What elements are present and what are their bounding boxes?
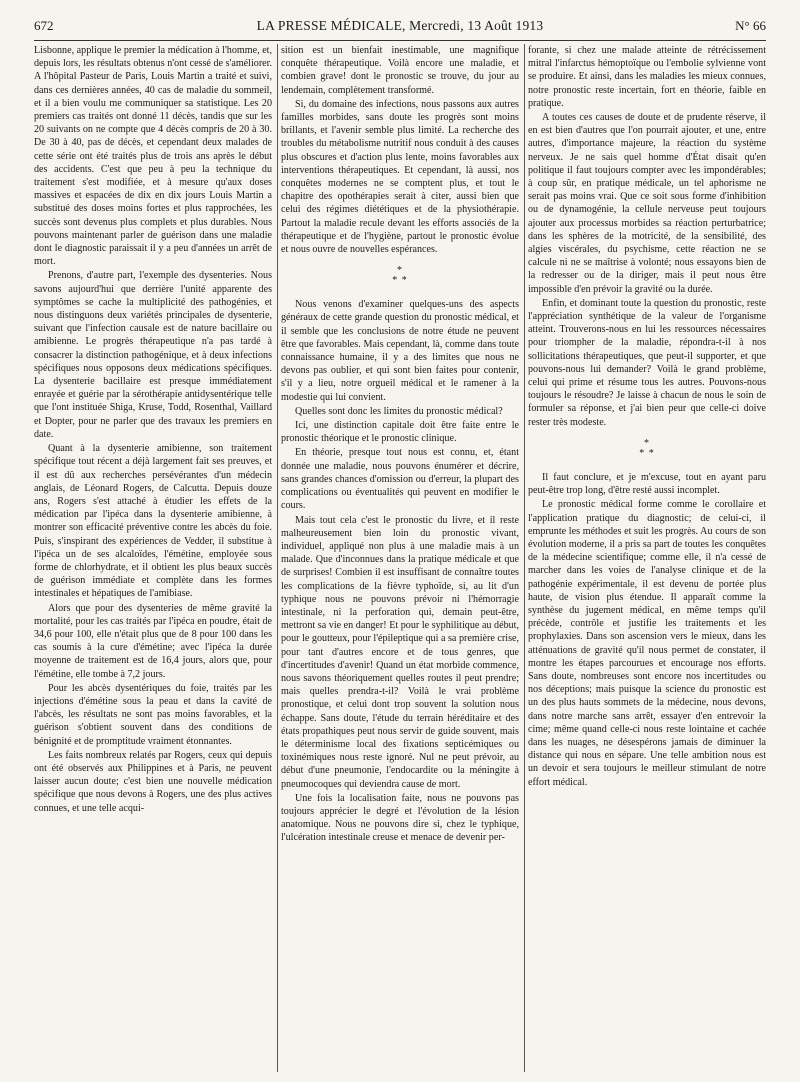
column-3 <box>528 44 766 1074</box>
asterism-star: * <box>648 447 655 459</box>
journal-title: LA PRESSE MÉDICALE, Mercredi, 13 Août 1913 <box>256 18 544 33</box>
paragraph: Ici, une distinction capitale doit être faite entre le pronostic théorique et le pronostic clinique. <box>281 420 519 445</box>
paragraph: Enfin, et dominant toute la question du pronostic, reste l'appréciation synthétique de la valeur de l'organisme atteint. Trouverons-nous en lui les ressources nécessaires pour triompher de la maladie, répondra-t-il à nos sollicitations thérapeutiques, que peut-il supporter, et que pouvons-nous lui demander? Voilà le grand problème, celui qui prime et résume tous les autres. Pouvons-nous toujours le résoudre? Je laisse à chacun de nous le soin de formuler sa réponse, et j'ai bien peur que celle-ci doive rester très modeste. <box>528 297 766 428</box>
paragraph: Lisbonne, applique le premier la médication à l'homme, et, depuis lors, les résultats obtenus n'ont cessé de s'améliorer. A l'hôpital Pasteur de Paris, Louis Martin a traité et suivi, dans ces dernières années, 40 cas de maladie du sommeil, et il a bien voulu me communiquer sa statistique. Les 20 premiers cas traités ont donné 11 décès, tandis que sur les 20 suivants on ne compte que 4 décès compris de 20 à 30. De 30 à 40, pas de décès, et cependant deux malades de cette série ont été traités plus de trois ans après le début des accidents. C'est que peu à peu la technique du traitement s'est modifiée, et à mesure qu'aux doses massives et espacées de dix en dix jours Louis Martin a substitué des doses moins fortes et plus rapprochées, les succès sont devenus plus complets et plus durables. Nous pouvons maintenant parler de guérison dans une maladie dont le diagnostic paraissait il y a peu d'années un arrêt de mort. <box>34 45 272 268</box>
paragraph: Pour les abcès dysentériques du foie, traités par les injections d'émétine sous la peau et dans la cavité de l'abcès, les résultats ne sont pas moins favorables, et la guérison s'obtient souvent dans des conditions de bénignité et de promptitude vraiment étonnantes. <box>34 682 272 747</box>
asterism-star: * <box>392 275 399 287</box>
paragraph: Prenons, d'autre part, l'exemple des dysenteries. Nous savons aujourd'hui que derrière l'unité apparente des symptômes se cache la multiplicité des pathogénies, et nous distinguons deux variétés principales de dysenterie, suivant que l'infection causale est de nature bacillaire ou amibienne. Le progrès thérapeutique n'a pas tardé à consacrer la distinction pathogénique, et à deux infections spécifiques nous opposons deux médications spécifiques. La dysenterie bacillaire est presque immédiatement enrayée et guérie par la sérothérapie antidysentérique telle que l'ont instituée Shiga, Kruse, Todd, Rosenthal, Vaillard et Dopter, pour ne parler que des travaux les premiers en date. <box>34 270 272 440</box>
column-divider <box>277 44 278 1072</box>
section-ornament <box>528 439 766 459</box>
asterism-star: * <box>397 265 403 277</box>
page-number: 672 <box>34 18 54 33</box>
paragraph: Les faits nombreux relatés par Rogers, ceux qui depuis ont été observés aux Philippines et à Paris, ne peuvent laisser aucun doute; c'est bien une nouvelle médication spécifique que nous devons à Rogers, une des plus actives connues, et une telle acqui- <box>34 749 272 814</box>
running-header <box>34 18 766 38</box>
paragraph: sition est un bienfait inestimable, une magnifique conquête thérapeutique. Voilà encore une maladie, et combien grave! dont le pronostic se trouve, du jour au lendemain, complètement transformé. <box>281 45 519 96</box>
paragraph: Une fois la localisation faite, nous ne pouvons pas toujours apprécier le degré et l'évolution de la lésion anatomique. Nous ne pouvons dire si, chez le typhique, l'ulcération intestinale creuse et menace de devenir per- <box>281 792 519 844</box>
asterism-star: * <box>401 275 408 287</box>
column-2 <box>281 44 519 1074</box>
paragraph: A toutes ces causes de doute et de prudente réserve, il en est bien d'autres que l'on pourrait ajouter, et une, entre autres, d'importance majeure, la réaction du système nerveux. Je ne sais quel homme d'État disait qu'en politique il faut toujours compter avec les impondérables; à coup sûr, en pratique médicale, un tel aphorisme ne serait pas moins vrai. Que ce soit sous forme d'inhibition ou de dynamogénie, la cellule nerveuse peut toujours ajouter aux processus morbides sa réaction perturbatrice; dans les sphères de la motricité, de la sensibilité, des algies viscérales, du psychisme, cette réaction ne se calcule ni ne se maîtrise à volonté; nous essayons bien de la redresser ou de la diriger, mais il peut nous être impossible d'en prévoir la gravité ou la durée. <box>528 112 766 295</box>
issue-number: N° 66 <box>735 18 766 33</box>
asterism-star: * <box>639 447 646 459</box>
paragraph: Nous venons d'examiner quelques-uns des aspects généraux de cette grande question du pronostic médical, et il semble que les conclusions de notre étude ne peuvent être que favorables. Mais cependant, là, comme dans toute connaissance humaine, il y a des limites que nous ne devons pas oublier, et qui sont bien faites pour contenir, s'il y a lieu, notre orgueil médical et le ramener à la modestie qui lui convient. <box>281 299 519 403</box>
paragraph: Quant à la dysenterie amibienne, son traitement spécifique tout récent a déjà largement fait ses preuves, et il est dû aux recherches persévérantes d'un médecin anglais, de Léonard Rogers, de Calcutta. Depuis douze ans, Rogers s'est attaché à étudier les effets de la médication par l'ipéca dans la dysenterie amibienne, à montrer son efficacité préventive contre les abcès du foie. Puis, s'inspirant des expériences de Vedder, il substitue à l'ipéca un de ses alcaloïdes, l'émétine, employée sous forme de chlorhydrate, et il obtient les plus beaux succès de guérison immédiate et complète dans les formes intestinales et hépatiques de l'amibiase. <box>34 443 272 600</box>
paragraph: Quelles sont donc les limites du pronostic médical? <box>295 405 503 417</box>
column-1 <box>34 44 272 1074</box>
paragraph: Alors que pour des dysenteries de même gravité la mortalité, pour les cas traités par l'ipéca en poudre, était de 34,6 pour 100, elle n'était plus que de 8 pour 100 dans les cas soumis à la cure d'émétine; avec l'ipéca la durée moyenne de traitement est de 16,4 jours, alors que, pour l'émétine, elle tombe à 7,2 jours. <box>34 602 272 680</box>
paragraph: Si, du domaine des infections, nous passons aux autres familles morbides, sans doute les progrès sont moins brillants, et l'avenir semble plus limité. La recherche des troubles du métabolisme nutritif nous conduit à des causes plus obscures et d'action plus lente, moins favorables aux interventions thérapeutiques. Et cependant, là aussi, nos conquêtes modernes ne se comptent plus, et tout le chapitre des opothérapies serait à citer, aussi bien que celui des régimes diététiques et de la physiothérapie. Partout la maladie recule devant les efforts associés de la thérapeutique et de l'hygiène, partout le pronostic évolue et nous ouvre de nouvelles espérances. <box>281 98 519 256</box>
paragraph: Mais tout cela c'est le pronostic du livre, et il reste malheureusement bien loin du pronostic vivant, individuel, appliqué non plus à une maladie mais à un malade. Que d'inconnues dans la pratique médicale et que de surprises! Combien il est insuffisant de connaître toutes les complications de la fièvre typhoïde, si, au lit d'un typhique nous ne pouvons prévoir ni l'hémorragie intestinale, ni la perforation qui, demain peut-être, mettront sa vie en danger! Et pour le syphilitique au début, pour le goutteux, pour l'épileptique qui a sa première crise, pour tant d'autres encore et de tous genres, que d'incertitudes d'avenir! Quand un état morbide commence, nous savons théoriquement quelles routes il peut prendre; mais quelles prendra-t-il? Voilà le vrai problème pronostique, et celui dont trop souvent la solution nous échappe. Sans doute, l'étude du terrain héréditaire et des états propathiques peut nous servir de guide souvent, mais le déterminisme local des fixations septicémiques ou toxinémiques nous reste ignoré. Nul ne peut prévoir, au début d'une pneumonie, l'endocardite ou la méningite à pneumocoques qui deviendra cause de mort. <box>281 514 519 790</box>
asterism-star: * <box>644 437 650 449</box>
paragraph: Il faut conclure, et je m'excuse, tout en ayant paru peut-être trop long, d'être resté aussi incomplet. <box>528 471 766 497</box>
header-rule <box>34 40 766 41</box>
paragraph: forante, si chez une malade atteinte de rétrécissement mitral l'infarctus hémoptoïque ou l'embolie sylvienne vont se produire. Et ainsi, dans les maladies les mieux connues, notre pronostic reste incertain, fort en théorie, faible en pratique. <box>528 45 766 109</box>
column-divider <box>524 44 525 1072</box>
section-ornament <box>281 266 519 286</box>
paragraph: Le pronostic médical forme comme le corollaire et l'application pratique du diagnostic; de celui-ci, il emprunte les méthodes et suit les progrès. Au cours de son évolution moderne, il a pris sa part de toutes les conquêtes de la médecine scientifique; comme elle, il n'a cessé de marcher dans les voies de l'analyse clinique et de la pathogénie expérimentale, il est devenu de portée plus haute, de vision plus étendue. Il apparaît comme la synthèse du jugement médical, en même temps qu'il précède, contrôle et justifie les traitements et les prophylaxies. Dans son ascension vers le mieux, dans les atténuations de gravité qu'il nous permet de constater, il montre les étapes parcourues et encourage nos efforts. Sans doute, nombreuses sont encore nos incertitudes ou nos déceptions; mais puisque la science du pronostic est un des plus hauts sommets de la médecine, nous devons, dans notre marche sans arrêt, essayer d'en entrevoir la cime; même quand celle-ci nous reste lointaine et cachée dans les nuages, ne désespérons jamais de diminuer la distance qui nous en sépare. Une telle ambition nous est un devoir et sera toujours le meilleur stimulant de notre effort médical. <box>528 499 766 788</box>
paragraph: En théorie, presque tout nous est connu, et, étant donnée une maladie, nous pouvons énumérer et décrire, sans grandes chances d'omission ou d'erreur, la plupart des complications ou éventualités qui peuvent en modifier le cours. <box>281 447 519 512</box>
